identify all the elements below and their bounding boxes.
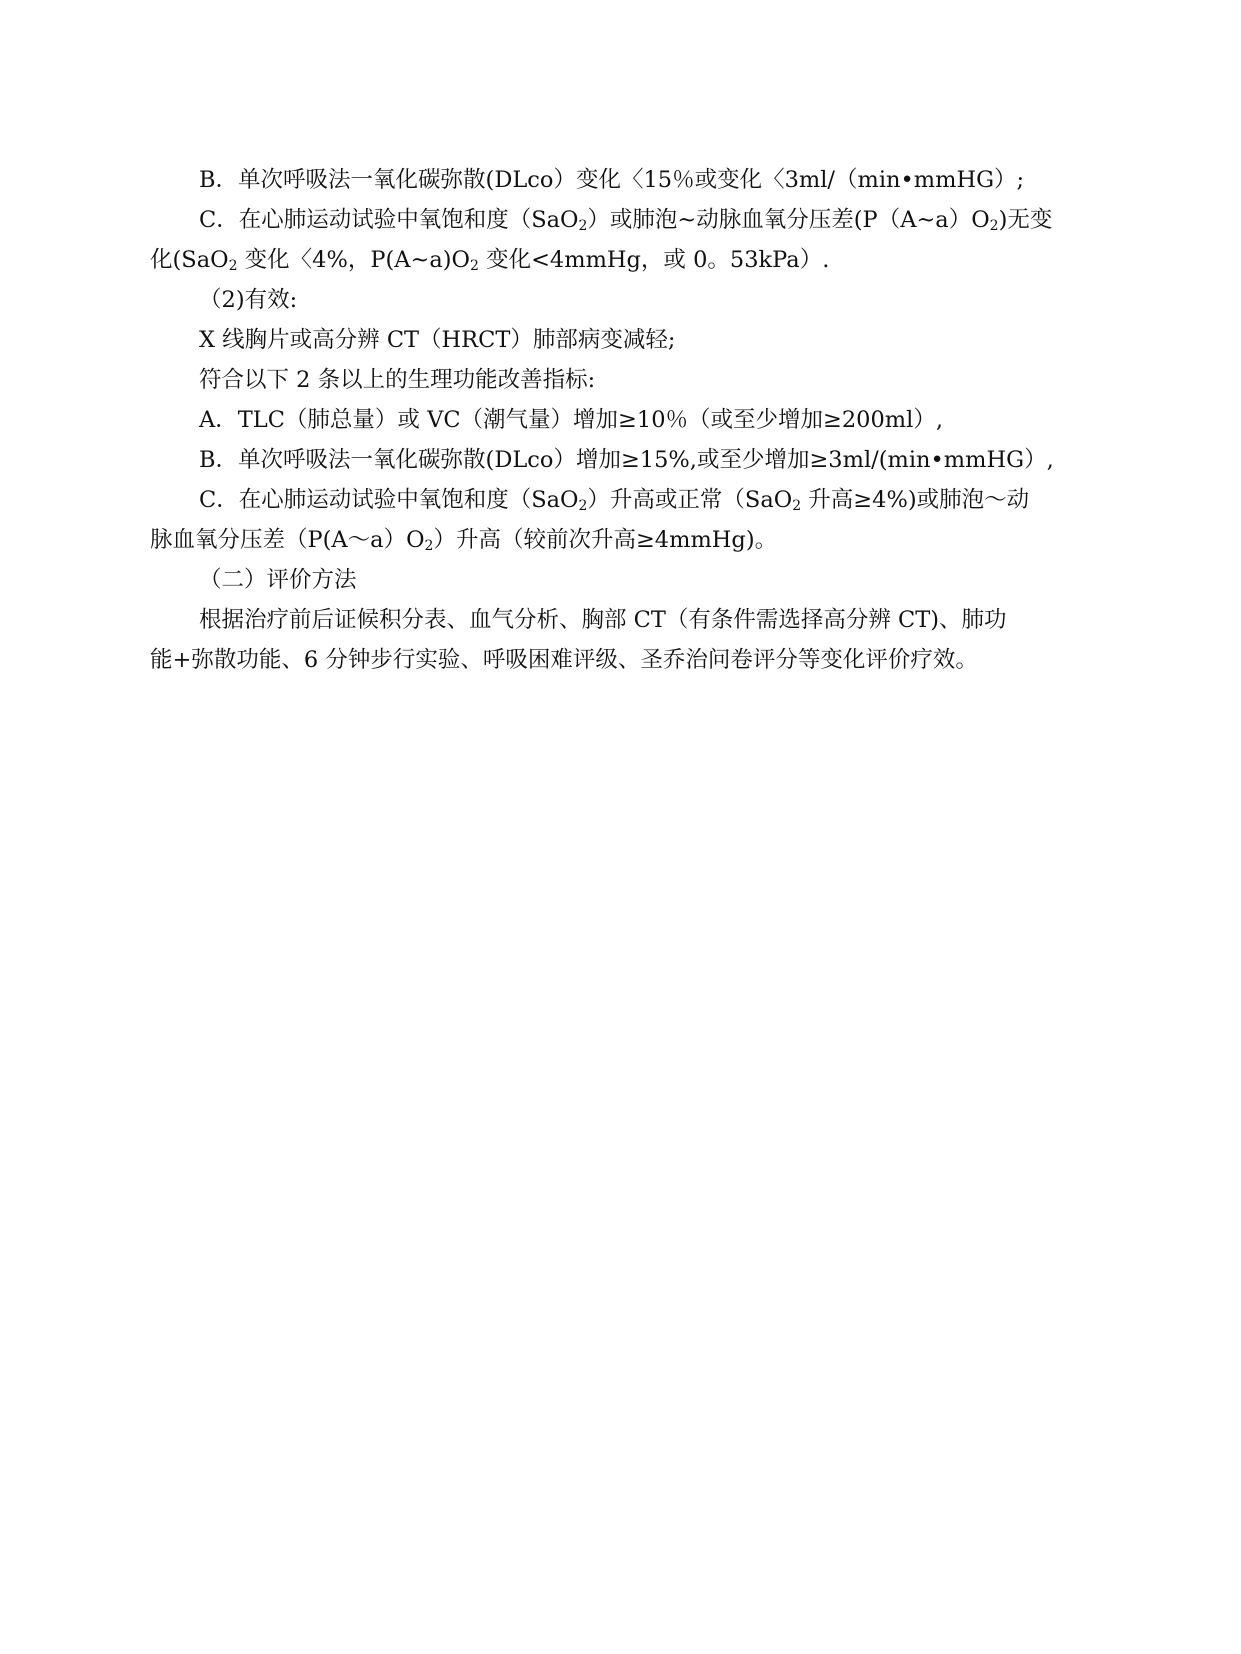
indicator-c-line: C．在心肺运动试验中氧饱和度（SaO$_2$）升高或正常（SaO$_2$ 升高≥4%)或肺泡～动 — [199, 487, 1030, 514]
indicator-a-line: A．TLC（肺总量）或 VC（潮气量）增加≥10％（或至少增加≥200ml）, — [199, 407, 943, 433]
effective-heading: （2)有效: — [199, 287, 298, 313]
section-heading-evaluation-method: （二）评价方法 — [199, 567, 357, 593]
indicator-intro-line: 符合以下 2 条以上的生理功能改善指标: — [199, 367, 596, 393]
document-body — [150, 160, 1100, 680]
indicator-c-continuation-line: 脉血氧分压差$(P(A\sim a)O_2)$升高（较前次升高≥4mmHg)。 — [150, 527, 778, 554]
evaluation-paragraph-line-1: 根据治疗前后证候积分表、血气分析、胸部 CT（有条件需选择高分辨 CT)、肺功 — [199, 607, 1007, 633]
criterion-b-line: B．单次呼吸法一氧化碳弥散(DLco）变化〈15％或变化〈3ml/（min•mmHG）; — [199, 167, 1025, 193]
xray-line: X 线胸片或高分辨 CT（HRCT）肺部病变减轻; — [199, 327, 676, 353]
criterion-c-continuation-line: 化(SaO$_2$ 变化〈4%，$P(A\sim a)O_2$ 变化<4mmHg，或 0。53kPa）. — [150, 247, 830, 274]
evaluation-paragraph-line-2: 能+弥散功能、6 分钟步行实验、呼吸困难评级、圣乔治问卷评分等变化评价疗效。 — [150, 647, 978, 673]
indicator-b-line: B．单次呼吸法一氧化碳弥散(DLco）增加≥15%,或至少增加≥3ml/(min•mmHG）, — [199, 447, 1054, 473]
criterion-c-line: C．在心肺运动试验中氧饱和度（SaO$_2$）或肺泡~动脉血氧分压差$(P(A\sim a)O_2)$无变 — [199, 207, 1053, 234]
